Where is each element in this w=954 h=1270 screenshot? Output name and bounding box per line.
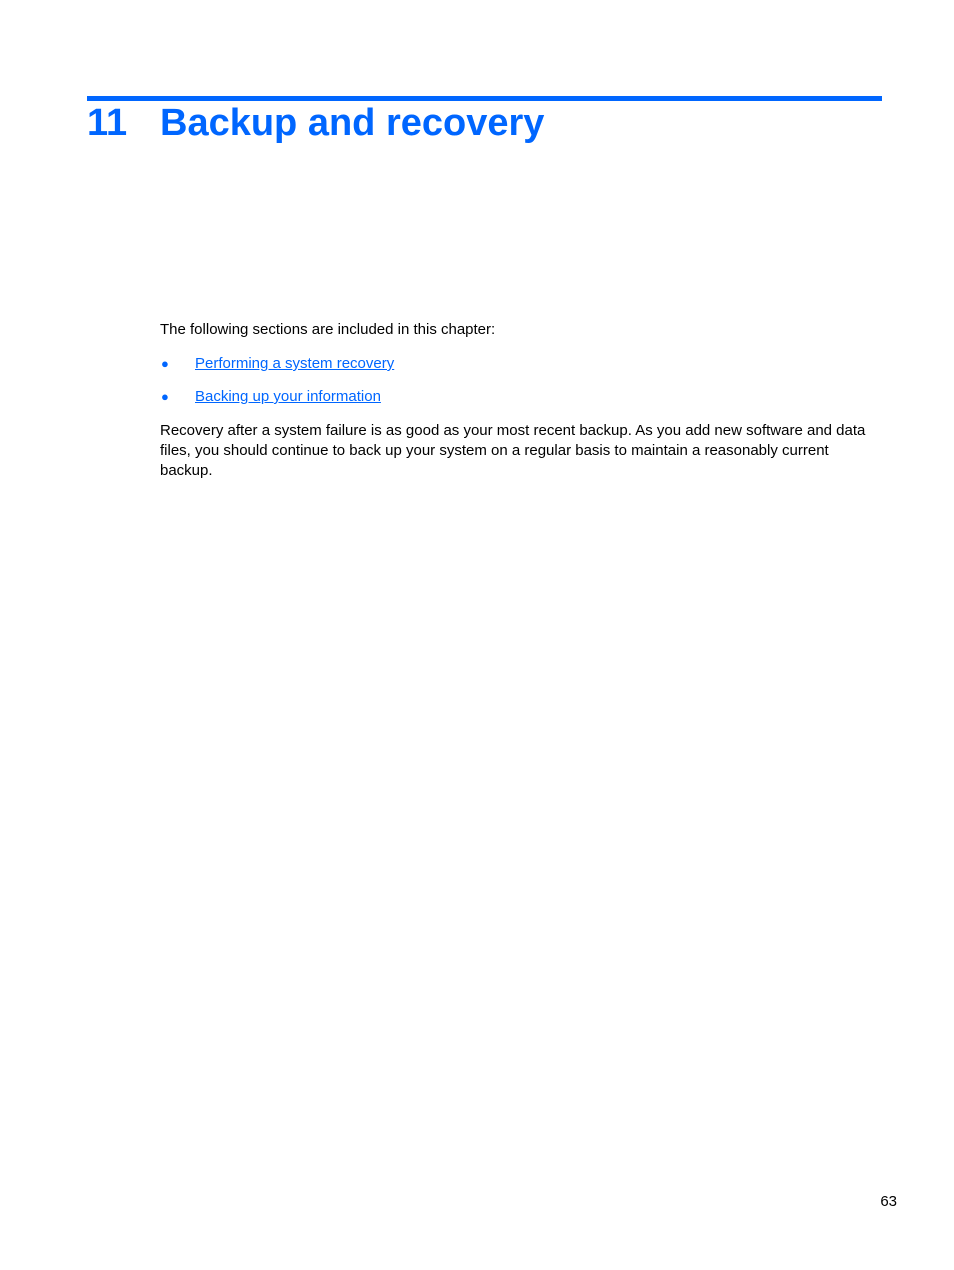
chapter-content xyxy=(160,320,885,481)
link-performing-system-recovery[interactable]: Performing a system recovery xyxy=(195,355,395,372)
intro-text: The following sections are included in this chapter: xyxy=(160,321,496,338)
body-paragraph: Recovery after a system failure is as good as your most recent backup. As you add new software and data files, you should continue to back up your system on a regular basis to maintain a reasonably current backup. xyxy=(160,422,866,479)
chapter-number: 11 xyxy=(87,102,128,144)
link-backing-up-information[interactable]: Backing up your information xyxy=(195,388,381,405)
list-item xyxy=(160,354,885,374)
chapter-heading xyxy=(87,100,544,146)
page-number: 63 xyxy=(880,1193,897,1210)
list-item xyxy=(160,387,885,407)
bullet-icon: ● xyxy=(161,389,169,404)
bullet-icon: ● xyxy=(161,356,169,371)
chapter-title: Backup and recovery xyxy=(160,102,545,144)
section-list xyxy=(160,354,885,407)
